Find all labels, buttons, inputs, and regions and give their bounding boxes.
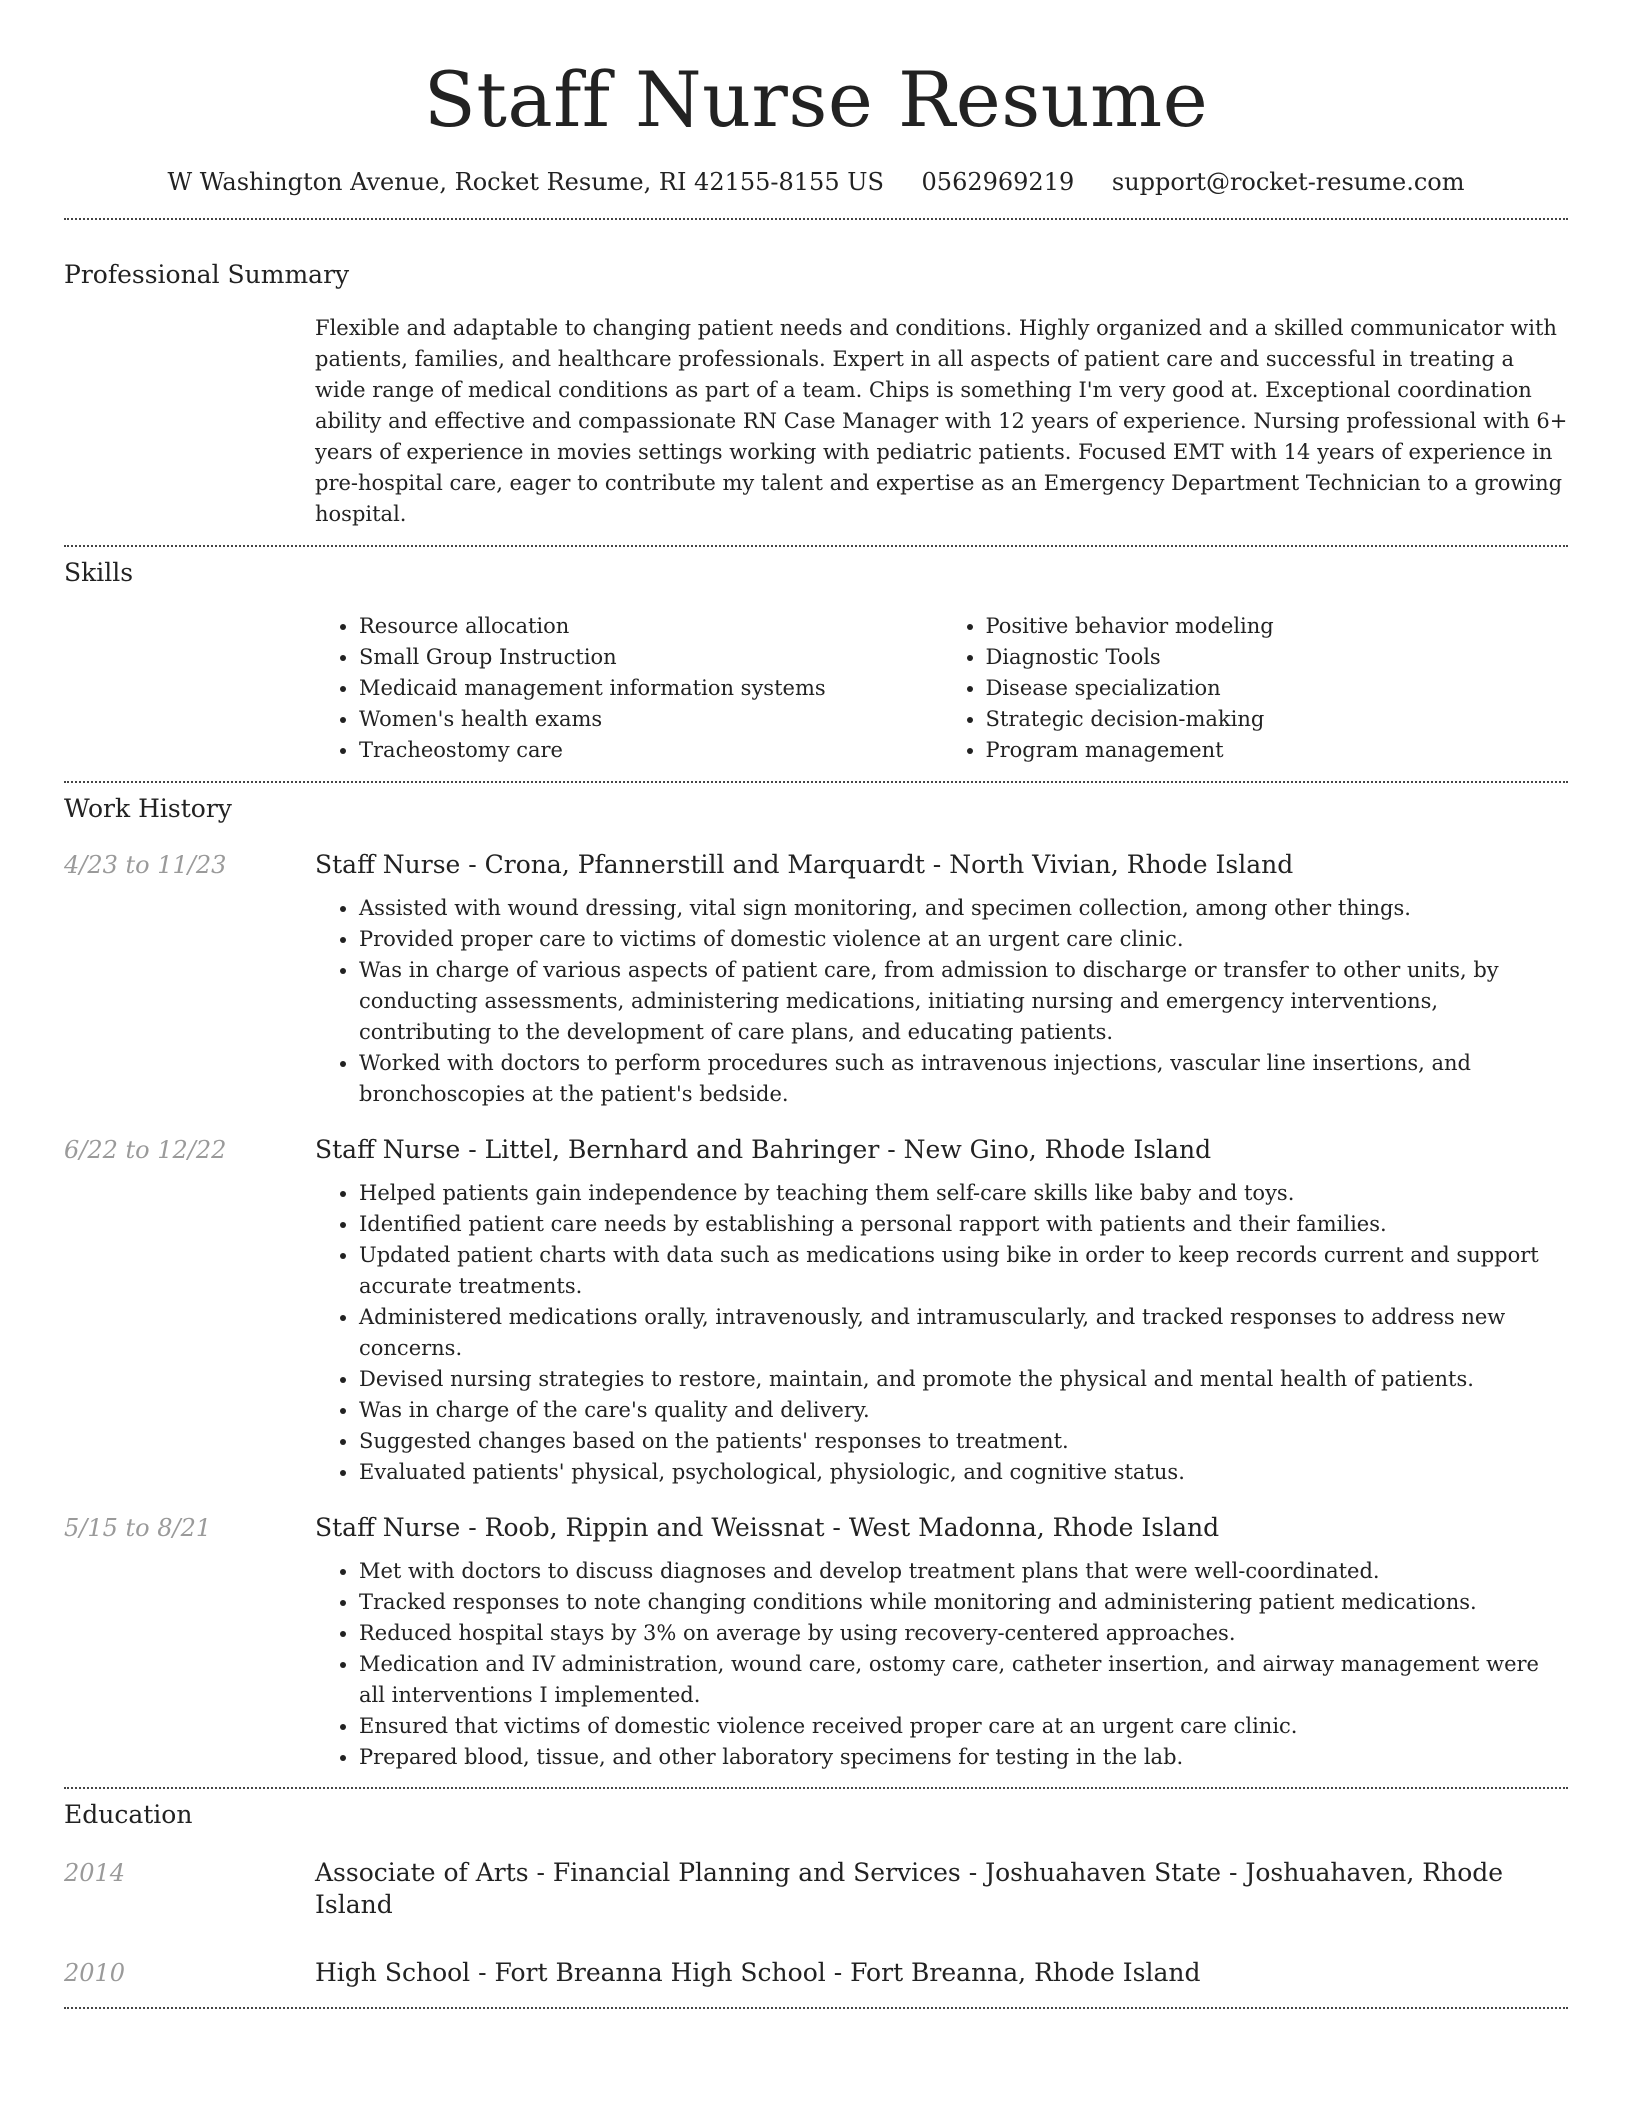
- contact-email: support@rocket-resume.com: [1111, 168, 1465, 196]
- education-entry: [64, 1857, 1568, 1921]
- job-bullet: • Worked with doctors to perform procedures such as intravenous injections, vascular line insertions, and bronchoscopies at the patient's bedside.: [359, 1048, 1568, 1110]
- job-bullet: • Provided proper care to victims of domestic violence at an urgent care clinic.: [359, 924, 1568, 955]
- job-body: [315, 1556, 1568, 1773]
- education-title: High School - Fort Breanna High School - Fort Breanna, Rhode Island: [315, 1958, 1201, 1987]
- contact-phone: 0562969219: [921, 168, 1075, 196]
- job-bullet: • Prepared blood, tissue, and other laboratory specimens for testing in the lab.: [359, 1742, 1568, 1773]
- skill-item: • Medicaid management information systems: [359, 673, 942, 704]
- job-bullet: • Ensured that victims of domestic violence received proper care at an urgent care clinic.: [359, 1711, 1568, 1742]
- divider: [64, 781, 1568, 783]
- skill-item: • Diagnostic Tools: [986, 642, 1569, 673]
- job-bullet: • Devised nursing strategies to restore, maintain, and promote the physical and mental health of patients.: [359, 1364, 1568, 1395]
- job-title: Staff Nurse - Crona, Pfannerstill and Marquardt - North Vivian, Rhode Island: [315, 850, 1294, 879]
- job-spacer: [64, 893, 315, 1110]
- skill-item: • Program management: [986, 735, 1569, 766]
- job-spacer: [64, 1556, 315, 1773]
- skills-list-left: [315, 611, 942, 766]
- job-bullet: • Helped patients gain independence by teaching them self-care skills like baby and toys.: [359, 1178, 1568, 1209]
- job-entry: [64, 849, 1568, 1110]
- job-bullet: • Was in charge of the care's quality and delivery.: [359, 1395, 1568, 1426]
- summary-body: [315, 313, 1568, 530]
- section-heading-work: Work History: [64, 794, 232, 823]
- job-bullet: • Identified patient care needs by establishing a personal rapport with patients and their families.: [359, 1209, 1568, 1240]
- skills-list-right: [942, 611, 1569, 766]
- divider: [64, 1787, 1568, 1789]
- contact-line: [64, 166, 1568, 198]
- job-body-row: [64, 1178, 1568, 1488]
- job-body: [315, 893, 1568, 1110]
- job-bullets: [315, 1178, 1568, 1488]
- job-title: Staff Nurse - Roob, Rippin and Weissnat - West Madonna, Rhode Island: [315, 1513, 1220, 1542]
- job-spacer: [64, 1178, 315, 1488]
- work-section: [64, 793, 1568, 1773]
- job-bullet: • Was in charge of various aspects of patient care, from admission to discharge or transfer to other units, by conducting assessments, administering medications, initiating nursing and emergency interventions, contributing to the development of care plans, and educating patients.: [359, 955, 1568, 1048]
- job-bullet: • Assisted with wound dressing, vital sign monitoring, and specimen collection, among other things.: [359, 893, 1568, 924]
- divider: [64, 2007, 1568, 2009]
- job-bullet: • Reduced hospital stays by 3% on average by using recovery-centered approaches.: [359, 1618, 1568, 1649]
- job-header-row: [64, 1134, 1568, 1166]
- job-title: Staff Nurse - Littel, Bernhard and Bahringer - New Gino, Rhode Island: [315, 1135, 1212, 1164]
- divider: [64, 218, 1568, 220]
- summary-spacer: [64, 313, 315, 530]
- job-entry: [64, 1134, 1568, 1488]
- education-year: 2010: [64, 1959, 126, 1987]
- contact-address: W Washington Avenue, Rocket Resume, RI 42155-8155 US: [167, 168, 884, 196]
- job-bullet: • Updated patient charts with data such as medications using bike in order to keep records current and support accurate treatments.: [359, 1240, 1568, 1302]
- skill-item: • Disease specialization: [986, 673, 1569, 704]
- job-bullet: • Administered medications orally, intravenously, and intramuscularly, and tracked responses to address new concerns.: [359, 1302, 1568, 1364]
- job-dates: 6/22 to 12/22: [64, 1136, 227, 1164]
- summary-row: [64, 313, 1568, 530]
- job-bullet: • Evaluated patients' physical, psychological, physiologic, and cognitive status.: [359, 1457, 1568, 1488]
- job-body: [315, 1178, 1568, 1488]
- summary-section: [64, 259, 1568, 530]
- job-bullet: • Tracked responses to note changing conditions while monitoring and administering patient medications.: [359, 1587, 1568, 1618]
- summary-text: Flexible and adaptable to changing patient needs and conditions. Highly organized and a skilled communicator with patients, families, and healthcare professionals. Expert in all aspects of patient care and successful in treating a wide range of medical conditions as part of a team. Chips is something I'm very good at. Exceptional coordination ability and effective and compassionate RN Case Manager with 12 years of experience. Nursing professional with 6+ years of experience in movies settings working with pediatric patients. Focused EMT with 14 years of experience in pre-hospital care, eager to contribute my talent and expertise as an Emergency Department Technician to a growing hospital.: [315, 316, 1568, 526]
- education-title: Associate of Arts - Financial Planning and Services - Joshuahaven State - Joshuahaven, Rhode Island: [315, 1858, 1504, 1919]
- divider: [64, 545, 1568, 547]
- skill-item: • Positive behavior modeling: [986, 611, 1569, 642]
- job-body-row: [64, 893, 1568, 1110]
- job-body-row: [64, 1556, 1568, 1773]
- education-year: 2014: [64, 1859, 126, 1887]
- section-heading-skills: Skills: [64, 558, 134, 587]
- education-entry: [64, 1957, 1568, 1989]
- job-dates: 4/23 to 11/23: [64, 851, 227, 879]
- education-section: [64, 1799, 1568, 1989]
- job-entry: [64, 1512, 1568, 1773]
- skills-row: [64, 611, 1568, 766]
- skills-spacer: [64, 611, 315, 766]
- resume-title: Staff Nurse Resume: [423, 55, 1209, 144]
- job-header-row: [64, 1512, 1568, 1544]
- skill-item: • Women's health exams: [359, 704, 942, 735]
- job-bullet: • Medication and IV administration, wound care, ostomy care, catheter insertion, and airway management were all interventions I implemented.: [359, 1649, 1568, 1711]
- job-bullets: [315, 893, 1568, 1110]
- job-bullets: [315, 1556, 1568, 1773]
- job-bullet: • Suggested changes based on the patients' responses to treatment.: [359, 1426, 1568, 1457]
- skills-grid: [315, 611, 1568, 766]
- section-heading-education: Education: [64, 1800, 193, 1829]
- job-dates: 5/15 to 8/21: [64, 1514, 212, 1542]
- skill-item: • Strategic decision-making: [986, 704, 1569, 735]
- job-bullet: • Met with doctors to discuss diagnoses and develop treatment plans that were well-coordinated.: [359, 1556, 1568, 1587]
- section-heading-summary: Professional Summary: [64, 260, 350, 289]
- job-header-row: [64, 849, 1568, 881]
- skill-item: • Tracheostomy care: [359, 735, 942, 766]
- skill-item: • Resource allocation: [359, 611, 942, 642]
- skills-section: [64, 557, 1568, 766]
- skill-item: • Small Group Instruction: [359, 642, 942, 673]
